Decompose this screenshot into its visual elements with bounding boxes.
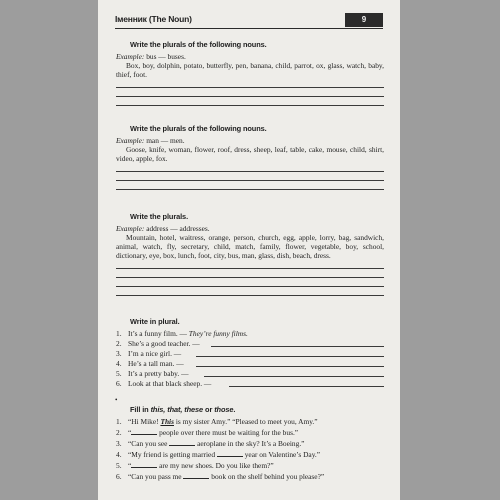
- answer-line: [116, 181, 384, 190]
- item-list: [116, 329, 384, 389]
- chapter-title: Іменник (The Noun): [115, 14, 192, 24]
- exercise-title: Write the plurals.: [130, 212, 189, 221]
- word-list: Box, boy, dolphin, potato, butterfly, pen, banana, child, parrot, ox, glass, watch, baby, thief, foot.: [116, 61, 384, 79]
- example-text: man — men.: [146, 136, 185, 145]
- answer-line: [229, 386, 384, 387]
- exercise-title: Fill in this, that, these or those.: [130, 405, 236, 414]
- list-item: 1. It’s a funny film. — They’re funny films.: [116, 329, 248, 338]
- exercise-2: [116, 124, 384, 190]
- list-item: 6. “Can you pass me book on the shelf behind you please?”: [116, 472, 325, 481]
- exercise-3: [116, 212, 384, 296]
- list-item: 1. “Hi Mike! This is my sister Amy.” “Pleased to meet you, Amy.”: [116, 417, 318, 426]
- example-label: Example:: [116, 136, 145, 145]
- answer-line: [204, 376, 384, 377]
- answer-line: [116, 79, 384, 88]
- answer-line: [116, 287, 384, 296]
- blank-line: [131, 427, 157, 435]
- page-header: [115, 13, 383, 29]
- example-label: Example:: [116, 52, 145, 61]
- example-line: [116, 136, 384, 145]
- answer-line: [196, 366, 384, 367]
- list-item: 4. “My friend is getting married year on Valentine’s Day.”: [116, 450, 321, 459]
- exercise-title: Write the plurals of the following nouns.: [130, 124, 267, 133]
- exercise-title: Write the plurals of the following nouns.: [130, 40, 267, 49]
- exercise-4: [116, 317, 384, 389]
- answer-line: [116, 260, 384, 269]
- sample-answer: They’re funny films.: [188, 329, 248, 338]
- blank-line: [183, 471, 209, 479]
- answer-line: [116, 172, 384, 181]
- list-item: 2. “ people over there must be waiting for the bus.”: [116, 428, 299, 437]
- list-item: 2. She’s a good teacher. —: [116, 339, 384, 349]
- exercise-title: Write in plural.: [130, 317, 180, 326]
- example-line: [116, 224, 384, 233]
- item-list: [116, 417, 384, 482]
- example-label: Example:: [116, 224, 145, 233]
- filled-answer: This: [160, 417, 174, 426]
- list-item: 3. I’m a nice girl. —: [116, 349, 384, 359]
- example-line: [116, 52, 384, 61]
- answer-line: [116, 97, 384, 106]
- list-item: 6. Look at that black sheep. —: [116, 379, 384, 389]
- list-item: 5. It’s a pretty baby. —: [116, 369, 384, 379]
- list-item: 5. “ are my new shoes. Do you like them?”: [116, 461, 274, 470]
- list-item: 4. He’s a tall man. —: [116, 359, 384, 369]
- book-page: [98, 0, 400, 500]
- answer-line: [116, 269, 384, 278]
- exercise-5: [116, 405, 384, 482]
- page-number: 9: [345, 13, 383, 27]
- answer-line: [116, 163, 384, 172]
- blank-line: [131, 460, 157, 468]
- blank-line: [169, 438, 195, 446]
- answer-line: [116, 88, 384, 97]
- example-text: bus — buses.: [146, 52, 186, 61]
- word-list: Goose, knife, woman, flower, roof, dress, sheep, leaf, table, cake, mouse, child, shirt, video, apple, fox.: [116, 145, 384, 163]
- blank-line: [217, 449, 243, 457]
- bullet-dot: •: [115, 396, 118, 404]
- exercise-1: [116, 40, 384, 106]
- list-item: 3. “Can you see aeroplane in the sky? It’s a Boeing.”: [116, 439, 305, 448]
- answer-line: [211, 346, 384, 347]
- answer-line: [116, 278, 384, 287]
- word-list: Mountain, hotel, waitress, orange, person, church, egg, apple, lorry, bag, sandwich, animal, watch, fly, secretary, child, match, family, flower, vegetable, boy, school, dictionary, eye, box, lunch, foot, city, bus, man, glass, dish, beach, dress.: [116, 233, 384, 260]
- answer-line: [196, 356, 384, 357]
- example-text: address — addresses.: [146, 224, 210, 233]
